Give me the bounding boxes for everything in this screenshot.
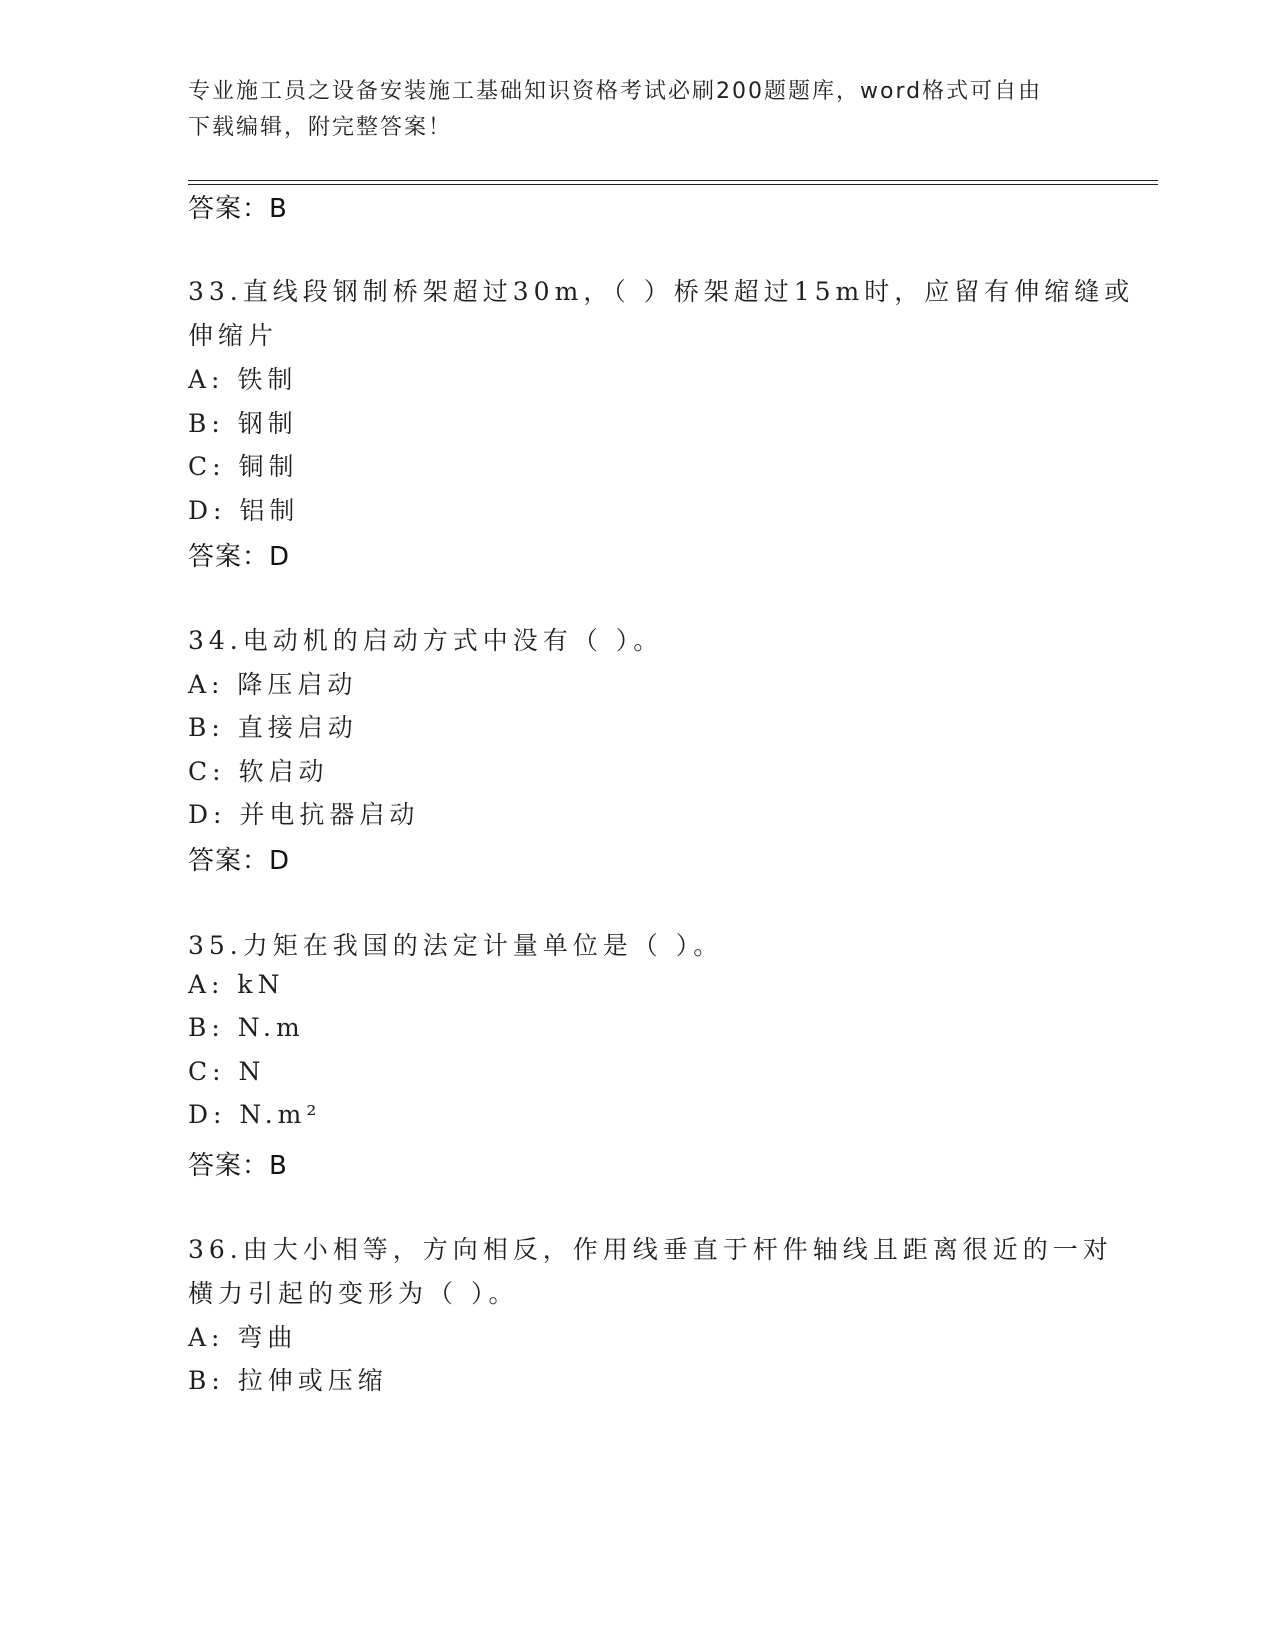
question-stem-line-1: 35.力矩在我国的法定计量单位是（ ）。 (188, 931, 724, 960)
document-header (188, 74, 1088, 146)
option-c: C: 软启动 (188, 757, 329, 786)
question-answer: 答案：B (188, 1151, 288, 1181)
option-c: C: 铜制 (188, 452, 299, 481)
option-c: C: N (188, 1057, 266, 1086)
previous-answer: 答案：B (188, 194, 288, 224)
option-d: D: 铝制 (188, 496, 300, 525)
option-b: B: N.m (188, 1013, 305, 1042)
question-stem-line-1: 36.由大小相等，方向相反，作用线垂直于杆件轴线且距离很近的一对 (188, 1235, 1113, 1264)
option-b: B: 拉伸或压缩 (188, 1366, 388, 1395)
option-b: B: 直接启动 (188, 713, 358, 742)
question-stem-line-1: 34.电动机的启动方式中没有（ ）。 (188, 626, 664, 655)
option-a: A: 弯曲 (188, 1323, 298, 1352)
question-stem-line-1: 33.直线段钢制桥架超过30m，（ ）桥架超过15m时，应留有伸缩缝或 (188, 277, 1135, 306)
header-line-1: 专业施工员之设备安装施工基础知识资格考试必刷200题题库，word格式可自由 (188, 79, 1043, 104)
option-b: B: 钢制 (188, 409, 298, 438)
header-line-2: 下载编辑，附完整答案！ (188, 115, 453, 140)
option-a: A: kN (188, 970, 285, 999)
option-d: D: N.m² (188, 1100, 322, 1129)
header-divider-top (188, 180, 1158, 181)
question-answer: 答案：D (188, 542, 291, 572)
question-answer: 答案：D (188, 846, 291, 876)
question-stem-line-2: 横力引起的变形为（ ）。 (188, 1279, 519, 1308)
option-a: A: 铁制 (188, 365, 298, 394)
question-stem-line-2: 伸缩片 (188, 321, 279, 350)
option-a: A: 降压启动 (188, 670, 358, 699)
option-d: D: 并电抗器启动 (188, 800, 420, 829)
header-divider-bottom (188, 184, 1158, 185)
